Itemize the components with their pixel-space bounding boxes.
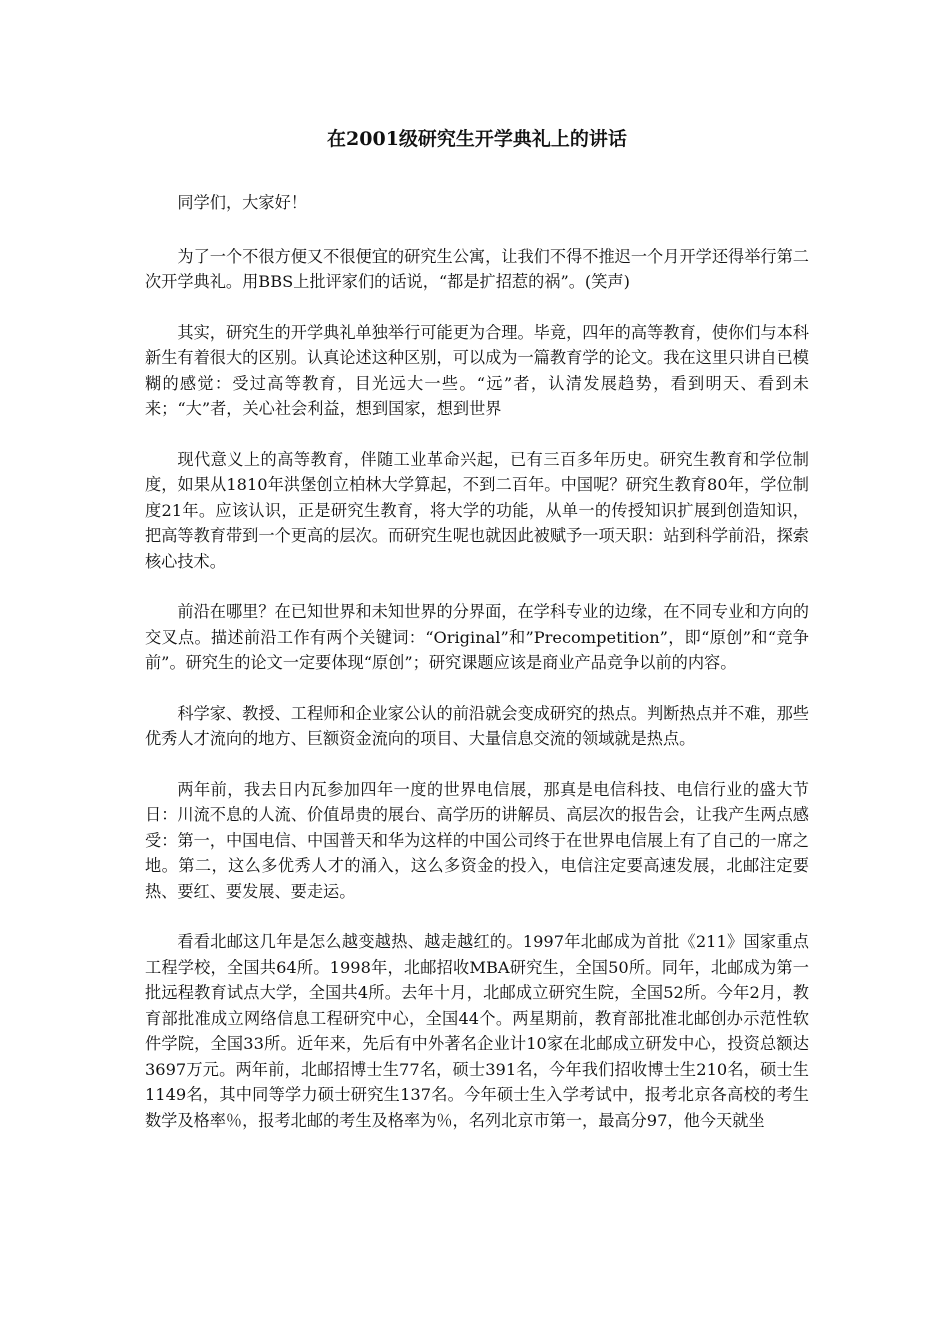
paragraph-greeting: 同学们，大家好！	[177, 193, 307, 212]
paragraph-bupt-growth: 看看北邮这几年是怎么越变越热、越走越红的。1997年北邮成为首批《211》国家重点工程学校，全国共64所。1998年，北邮招收MBA研究生，全国50所。同年，北邮成为第一批远程教育试点大学，全国共4所。去年十月，北邮成立研究生院，全国52所。今年2月，教育部批准成立网络信息工程研究中心，全国44个。两星期前，教育部批准北邮创办示范性软件学院，全国33所。近年来，先后有中外著名企业计10家在北邮成立研发中心，投资总额达3697万元。两年前，北邮招博士生77名，硕士391名，今年我们招收博士生210名，硕士生1149名，其中同等学力硕士研究生137名。今年硕士生入学考试中，报考北京各高校的考生数学及格率％，报考北邮的考生及格率为％，名列北京市第一，最高分97，他今天就坐	[145, 932, 809, 1130]
document-title: 在2001级研究生开学典礼上的讲话	[327, 128, 627, 150]
paragraph-geneva-telecom-expo: 两年前，我去日内瓦参加四年一度的世界电信展，那真是电信科技、电信行业的盛大节日：川流不息的人流、价值昂贵的展台、高学历的讲解员、高层次的报告会，让我产生两点感受：第一，中国电信、中国普天和华为这样的中国公司终于在世界电信展上有了自己的一席之地。第二，这么多优秀人才的涌入，这么多资金的投入，电信注定要高速发展，北邮注定要热、要红、要发展、要走运。	[145, 779, 809, 901]
paragraph-higher-education-history: 现代意义上的高等教育，伴随工业革命兴起，已有三百多年历史。研究生教育和学位制度，如果从1810年洪堡创立柏林大学算起，不到二百年。中国呢？研究生教育80年，学位制度21年。应该认识，正是研究生教育，将大学的功能，从单一的传授知识扩展到创造知识，把高等教育带到一个更高的层次。而研究生呢也就因此被赋予一项天职：站到科学前沿，探索核心技术。	[145, 449, 809, 571]
paragraph-research-frontier: 前沿在哪里？在已知世界和未知世界的分界面，在学科专业的边缘，在不同专业和方向的交叉点。描述前沿工作有两个关键词：“Original”和”Precompetition”，即“原创”和“竞争前”。研究生的论文一定要体现“原创”；研究课题应该是商业产品竞争以前的内容。	[145, 602, 809, 672]
paragraph-hot-spots: 科学家、教授、工程师和企业家公认的前沿就会变成研究的热点。判断热点并不难，那些优秀人才流向的地方、巨额资金流向的项目、大量信息交流的领域就是热点。	[145, 703, 809, 748]
paragraph-graduate-ceremony: 其实，研究生的开学典礼单独举行可能更为合理。毕竟，四年的高等教育，使你们与本科新生有着很大的区别。认真论述这种区别，可以成为一篇教育学的论文。我在这里只讲自已模糊的感觉：受过高等教育，目光远大一些。“远”者，认清发展趋势，看到明天、看到未来；“大”者，关心社会利益，想到国家，想到世界	[145, 322, 809, 418]
document-page	[145, 120, 809, 1158]
paragraph-apartment: 为了一个不很方便又不很便宜的研究生公寓，让我们不得不推迟一个月开学还得举行第二次开学典礼。用BBS上批评家们的话说，“都是扩招惹的祸”。(笑声)	[145, 246, 809, 291]
